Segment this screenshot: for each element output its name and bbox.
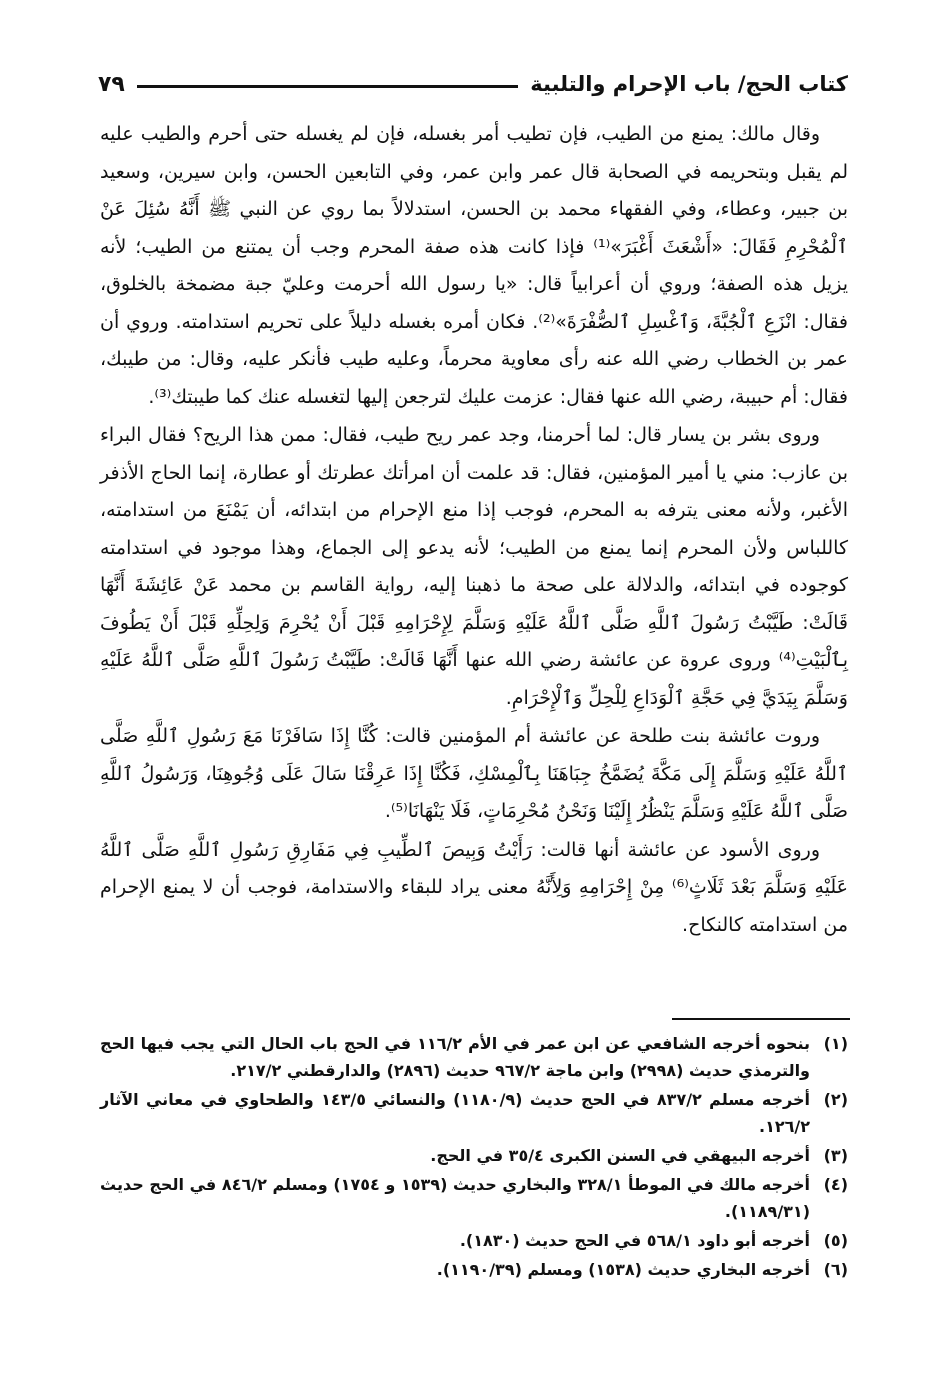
footnote-number: (٣) xyxy=(823,1146,848,1165)
footnote-number: (٥) xyxy=(823,1231,848,1250)
footnote-item xyxy=(100,1030,848,1084)
running-title: كتاب الحج/ باب الإحرام والتلبية xyxy=(530,72,848,96)
paragraph: وروى الأسود عن عائشة أنها قالت: رَأَيْتُ وَبِيصَ ٱلطِّيبِ فِي مَفَارِقِ رَسُولِ ٱللَّهِ صَلَّى ٱللَّهُ عَلَيْهِ وَسَلَّمَ بَعْدَ ثَلَاثٍ⁽⁶⁾ مِنْ إِحْرَامِهِ وَلِأَنَّهُ معنى يراد للبقاء والاستدامة، فوجب أن لا يمنع الإحرام من استدامته كالنكاح. xyxy=(100,838,848,936)
page-number: ٧٩ xyxy=(98,71,125,97)
footnote-text: أخرجه مالك في الموطأ ٣٢٨/١ والبخاري حديث (١٥٣٩ و ١٧٥٤) ومسلم ٨٤٦/٢ في الحج حديث (١١٨٩/٣١). xyxy=(100,1175,811,1221)
footnote-separator xyxy=(672,1018,850,1020)
footnote-item xyxy=(100,1227,848,1254)
paragraph: وروت عائشة بنت طلحة عن عائشة أم المؤمنين قالت: كُنَّا إِذَا سَافَرْنَا مَعَ رَسُولِ ٱللَّهِ صَلَّى ٱللَّهُ عَلَيْهِ وَسَلَّمَ إِلَى مَكَّةَ يُضَمَّخُ جِبَاهَنَا بِٱلْمِسْكِ، فَكُنَّا إِذَا عَرِقْنَا سَالَ عَلَى وُجُوهِنَا، وَرَسُولُ ٱللَّهِ صَلَّى ٱللَّهُ عَلَيْهِ وَسَلَّمَ يَنْظُرُ إِلَيْنَا وَنَحْنُ مُحْرِمَاتٍ، فَلَا يَنْهَانَا⁽⁵⁾. xyxy=(100,725,848,822)
footnote-item xyxy=(100,1086,848,1140)
page-header xyxy=(98,64,848,104)
footnote-item xyxy=(100,1256,848,1283)
footnotes-list xyxy=(100,1030,848,1285)
paragraph: وروى بشر بن يسار قال: لما أحرمنا، وجد عمر ريح طيب، فقال: ممن هذا الريح؟ فقال البراء بن عازب: مني يا أمير المؤمنين، فقال: قد علمت أن امرأتك عطرتك أو عطارة، إنما الحاج الأذفر الأغبر، ولأنه معنى يترفه به المحرم، فوجب إذا منع الإحرام من ابتدائه، أن يَمْنَعَ من استدامته، كاللباس ولأن المحرم إنما يمنع من الطيب؛ لأنه يدعو إلى الجماع، وهذا موجود في استدامته كوجوده في ابتدائه، والدلالة على صحة ما ذهبنا إليه، رواية القاسم بن محمد عَنْ عَائِشَةَ أَنَّهَا قَالَتْ: طَيَّبْتُ رَسُولَ ٱللَّهِ صَلَّى ٱللَّهُ عَلَيْهِ وَسَلَّمَ لِإِحْرَامِهِ قَبْلَ أَنْ يُحْرِمَ وَلِحِلِّهِ قَبْلَ أَنْ يَطُوفَ بِٱلْبَيْتِ⁽⁴⁾ وروى عروة عن عائشة رضي الله عنها أَنَّهَا قَالَتْ: طَيَّبْتُ رَسُولَ ٱللَّهِ صَلَّى ٱللَّهُ عَلَيْهِ وَسَلَّمَ بِيَدَيَّ فِي حَجَّةِ ٱلْوَدَاعِ لِلْحِلِّ وَٱلْإِحْرَامِ. xyxy=(100,424,848,709)
footnote-text: أخرجه أبو داود ٥٦٨/١ في الحج حديث (١٨٣٠). xyxy=(459,1231,810,1250)
footnote-number: (٢) xyxy=(823,1090,848,1109)
footnote-text: أخرجه البيهقي في السنن الكبرى ٣٥/٤ في الحج. xyxy=(430,1146,810,1165)
footnote-number: (٦) xyxy=(823,1260,848,1279)
footnote-text: بنحوه أخرجه الشافعي عن ابن عمر في الأم ١١٦/٢ في الحج باب الحال التي يجب فيها الحج والترمذي حديث (٢٩٩٨) وابن ماجة ٩٦٧/٢ حديث (٢٨٩٦) والدارقطني ٢١٧/٢. xyxy=(100,1034,811,1080)
paragraph: وقال مالك: يمنع من الطيب، فإن تطيب أمر بغسله، فإن لم يغسله حتى أحرم والطيب عليه لم يقبل وبتحريمه في الصحابة قال عمر وابن عمر، وفي التابعين الحسن، وابن سيرين، وسعيد بن جبير، وعطاء، وفي الفقهاء محمد بن الحسن، استدلالاً بما روي عن النبي ﷺ أَنَّهُ سُئِلَ عَنْ ٱلْمُحْرِمِ فَقَالَ: «أَشْعَثَ أَغْبَرَ»⁽¹⁾ فإذا كانت هذه صفة المحرم وجب أن يمتنع من الطيب؛ لأنه يزيل هذه الصفة؛ وروي أن أعرابياً قال: «يا رسول الله أحرمت وعليّ جبة مضمخة بالخلوق، فقال: انْزَعِ ٱلْجُبَّةَ، وَٱغْسِلِ ٱلصُّفْرَةَ»⁽²⁾. فكان أمره بغسله دليلاً على تحريم استدامته. وروي أن عمر بن الخطاب رضي الله عنه رأى معاوية محرماً، وعليه طيب فأنكر عليه، وقال: من طيبك، فقال: أم حبيبة، رضي الله عنها فقال: عزمت عليك لترجعن إليها لتغسله عنك كما طيبتك⁽³⁾. xyxy=(100,123,849,408)
footnote-text: أخرجه البخاري حديث (١٥٣٨) ومسلم (١١٩٠/٣٩). xyxy=(436,1260,810,1279)
footnote-item xyxy=(100,1171,848,1225)
main-text xyxy=(100,116,848,944)
header-rule xyxy=(137,85,518,88)
footnote-text: أخرجه مسلم ٨٣٧/٢ في الحج حديث (١١٨٠/٩) والنسائي ١٤٣/٥ والطحاوي في معاني الآثار ١٢٦/٢. xyxy=(100,1090,811,1136)
footnote-item xyxy=(100,1142,848,1169)
footnote-number: (١) xyxy=(823,1034,848,1053)
footnote-number: (٤) xyxy=(823,1175,848,1194)
